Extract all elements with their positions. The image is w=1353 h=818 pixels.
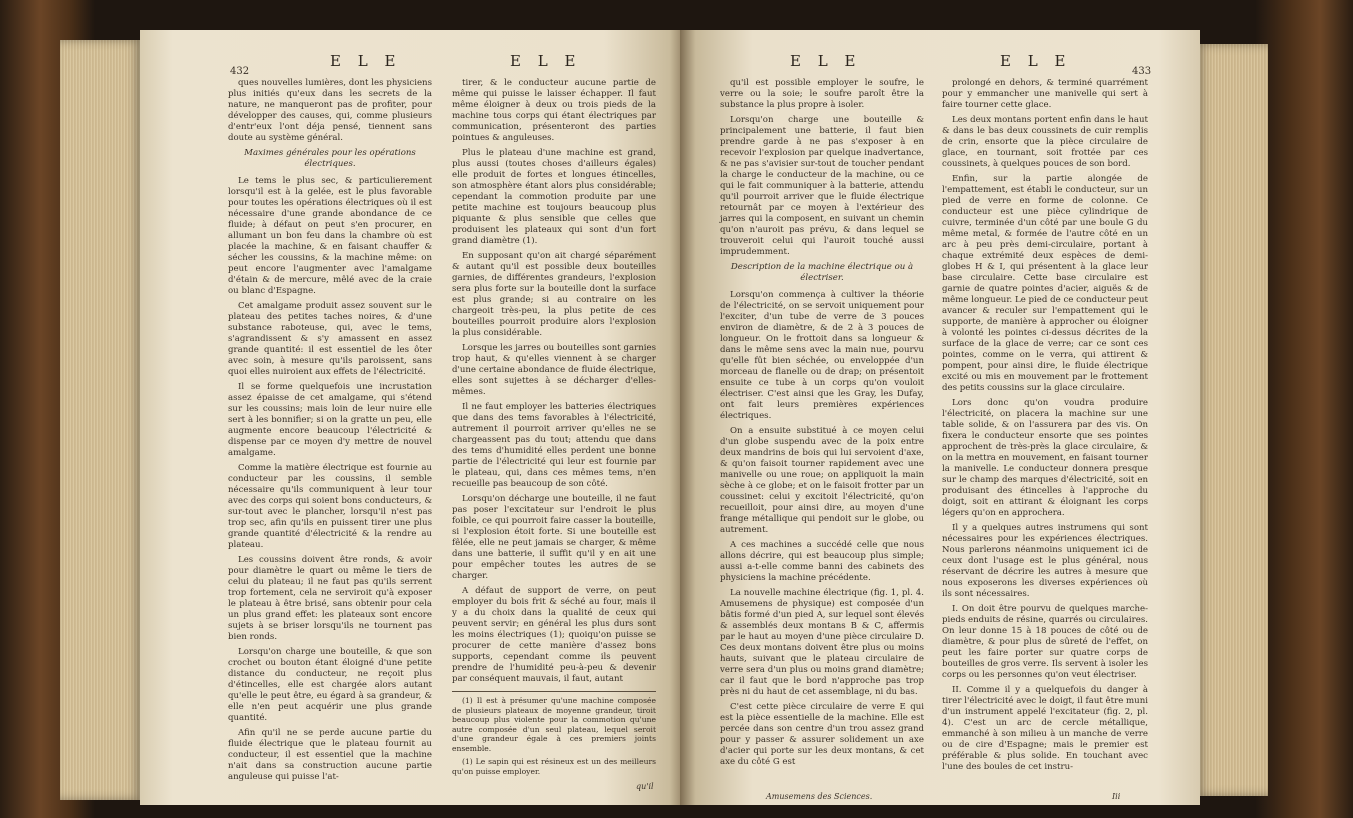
paragraph: Lors donc qu'on voudra produire l'électricité, on placera la machine sur une table solide, & on l'assurera par des vis. On fixera le conducteur ensorte que ses pointes approchent de très-près la glace circulaire, & on la mettra en mouvement, en faisant tourner la manivelle. Le conducteur donnera presque sur le champ des marques d'électricité, soit en produisant des étincelles à l'approche du doigt, soit en attirant & éloignant les corps légers qu'on en approchera. <box>942 398 1148 518</box>
left-page-column-2 <box>452 78 656 778</box>
left-page <box>140 30 686 805</box>
paragraph: I. On doit être pourvu de quelques marche-pieds enduits de résine, quarrés ou circulaires. On leur donne 15 à 18 pouces de côté ou de diamètre, & pour plus de sûreté de l'effet, on peut les faire porter sur quatre corps de bouteilles de gros verre. Ils servent à isoler les corps ou les personnes qu'on veut électriser. <box>942 604 1148 680</box>
paragraph: II. Comme il y a quelquefois du danger à tirer l'électricité avec le doigt, il faut être muni d'un instrument appelé l'excitateur (fig. 2, pl. 4). C'est un arc de cercle métallique, emmanché à son milieu à un manche de verre ou de cire d'Espagne; mais le premier est préférable & plus solide. En touchant avec l'une des boules de cet instru- <box>942 685 1148 772</box>
right-page-column-2 <box>942 78 1148 788</box>
catchword: qu'il <box>636 782 654 791</box>
paragraph: Il y a quelques autres instrumens qui sont nécessaires pour les expériences électriques. Nous parlerons néanmoins uniquement ici de ceux dont l'usage est le plus général, nous réservant de décrire les autres à mesure que nous exposerons les diverses expériences où ils sont nécessaires. <box>942 523 1148 599</box>
section-heading: Maximes générales pour les opérations électriques. <box>244 148 416 169</box>
paragraph: qu'il est possible employer le soufre, le verre ou la soie; le soufre paroît être la substance la plus propre à isoler. <box>720 78 924 110</box>
page-number: 433 <box>1132 66 1152 77</box>
paragraph: Enfin, sur la partie alongée de l'empattement, est établi le conducteur, sur un pied de verre en forme de colonne. Ce conducteur est une pièce cylindrique de cuivre, terminée d'un côté par une boule G du même metal, & formée de l'autre côté en un arc à peu près demi-circulaire, portant à chaque extrémité deux espèces de demi-globes H & I, qui présentent à la glace leur base circulaire. Cette base circulaire est garnie de quatre pointes d'acier, aiguës & de même longueur. Le pied de ce conducteur peut avancer & reculer sur l'empattement qui le supporte, de manière à approcher ou éloigner à volonté les pointes ci-dessus décrites de la surface de la glace de verre; car ce sont ces pointes, comme on le verra, qui attirent & pompent, pour ainsi dire, le fluide électrique excité ou mis en mouvement par le frottement des petits coussins sur la glace circulaire. <box>942 174 1148 393</box>
section-heading: Description de la machine électrique ou à électriser. <box>730 262 914 283</box>
paragraph: Afin qu'il ne se perde aucune partie du fluide électrique que le plateau fournit au conducteur, il est essentiel que la machine n'ait dans sa construction aucune partie anguleuse qui puisse l'at- <box>228 728 432 782</box>
paragraph: En supposant qu'on ait chargé séparément & autant qu'il est possible deux bouteilles garnies, de différentes grandeurs, l'explosion sera plus forte sur la bouteille dont la surface est plus grande; si au contraire on les chargeoit très-peu, la plus petite de ces bouteilles pourroit produire alors l'explosion la plus considérable. <box>452 251 656 338</box>
paragraph: Les coussins doivent être ronds, & avoir pour diamètre le quart ou même le tiers de celui du plateau; il ne faut pas qu'ils serrent trop fortement, cela ne serviroit qu'à exposer le plateau à être brisé, sans obtenir pour cela un plus grand effet: les plateaux sont encore sujets à se briser lorsqu'ils ne tournent pas bien ronds. <box>228 555 432 642</box>
paragraph: A défaut de support de verre, on peut employer du bois frit & séché au four, mais il y a du choix dans la qualité de ceux qui peuvent servir; en général les plus durs sont les moins électriques (1); quoiqu'on puisse se procurer de cette manière d'assez bons supports, cependant comme ils peuvent prendre de l'humidité peu-à-peu & devenir par conséquent mauvais, il faut, autant <box>452 586 656 684</box>
signature-mark: Iii <box>1112 792 1121 801</box>
running-head-right: E L E <box>1000 52 1072 70</box>
page-edges-right <box>1196 44 1268 796</box>
paragraph: A ces machines a succédé celle que nous allons décrire, qui est beaucoup plus simple; aussi a-t-elle comme banni des cabinets des physiciens la machine précédente. <box>720 540 924 583</box>
paragraph: Les deux montans portent enfin dans le haut & dans le bas deux coussinets de cuir remplis de crin, ensorte que la pièce circulaire de glace, en tournant, soit frottée par ces coussinets, à quelques pouces de son bord. <box>942 115 1148 169</box>
paragraph: C'est cette pièce circulaire de verre E qui est la pièce essentielle de la machine. Elle est percée dans son centre d'un trou assez grand pour y passer & assurer solidement un axe d'acier qui porte sur les deux montans, & cet axe du côté G est <box>720 702 924 767</box>
paragraph: Plus le plateau d'une machine est grand, plus aussi (toutes choses d'ailleurs égales) elle produit de fortes et longues étincelles, son atmosphère étant alors plus considérable; cependant la commotion produite par une petite machine est toujours beaucoup plus piquante & plus sensible que celles que produisent les plateaux qui sont d'un fort grand diamètre (1). <box>452 148 656 246</box>
left-page-column-1 <box>228 78 432 782</box>
page-edges-left <box>60 40 142 800</box>
paragraph: Il se forme quelquefois une incrustation assez épaisse de cet amalgame, qui s'étend sur les coussins; mais loin de leur nuire elle sert à les bonnifier; si on la gratte un peu, elle augmente encore beaucoup l'électricité & dispense par ce moyen d'y mettre de nouvel amalgame. <box>228 382 432 458</box>
footnote-rule <box>452 691 656 692</box>
paragraph: Cet amalgame produit assez souvent sur le plateau des petites taches noires, & d'une substance raboteuse, qui, avec le tems, s'agrandissent & s'y amassent en assez grande quantité: il est essentiel de les ôter avec soin, à mesure qu'ils paroissent, sans quoi elles nuiroient aux effets de l'électricité. <box>228 301 432 377</box>
paragraph: Lorsqu'on commença à cultiver la théorie de l'électricité, on se servoit uniquement pour l'exciter, d'un tube de verre de 3 pouces environ de diamètre, & de 2 à 3 pouces de longueur. On le frottoit dans sa longueur & dans le même sens avec la main nue, pourvu qu'elle fût bien séchée, ou enveloppée d'un morceau de flanelle ou de drap; on présentoit ensuite ce tube à un corps qu'on vouloit électriser. C'est ainsi que les Gray, les Dufay, ont fait leurs premières expériences électriques. <box>720 290 924 421</box>
paragraph: prolongé en dehors, & terminé quarrément pour y emmancher une manivelle qui sert à faire tourner cette glace. <box>942 78 1148 110</box>
paragraph: tirer, & le conducteur aucune partie de même qui puisse le laisser échapper. Il faut même éloigner à deux ou trois pieds de la machine tous corps qui étant électriques par communication, présenteront des parties pointues & anguleuses. <box>452 78 656 143</box>
footnote: (1) Le sapin qui est résineux est un des meilleurs qu'on puisse employer. <box>452 757 656 776</box>
page-number: 432 <box>230 66 250 77</box>
right-page-column-1 <box>720 78 924 788</box>
running-head-center: E L E <box>790 52 862 70</box>
paragraph: Le tems le plus sec, & particulierement lorsqu'il est à la gelée, est le plus favorable pour toutes les opérations électriques où il est nécessaire d'une grande abondance de ce fluide; à défaut on peut s'en procurer, en allumant un bon feu dans la chambre où est placée la machine, & en faisant chauffer & sécher les coussins, & la machine même: on peut encore l'augmenter avec l'amalgame d'étain & de mercure, mêlé avec de la craie ou blanc d'Espagne. <box>228 176 432 296</box>
footnote: (1) Il est à présumer qu'une machine composée de plusieurs plateaux de moyenne grandeur, tiroit beaucoup plus violente pour la commotion qu'une autre composée d'un seul plateau, lequel seroit d'une grandeur égale à ces premiers joints ensemble. <box>452 696 656 753</box>
paragraph: Lorsque les jarres ou bouteilles sont garnies trop haut, & qu'elles viennent à se charger d'une certaine abondance de fluide électrique, elles sont sujettes à se décharger d'elles-mêmes. <box>452 343 656 397</box>
catchword: Amusemens des Sciences. <box>766 792 873 801</box>
running-head-center: E L E <box>510 52 582 70</box>
paragraph: Comme la matière électrique est fournie au conducteur par les coussins, il semble nécessaire qu'ils communiquent à leur tour avec des corps qui soient bons conducteurs, & sur-tout avec le plancher, lorsqu'il n'est pas trop sec, afin qu'ils en puissent tirer une plus grande quantité d'électricité & la rendre au plateau. <box>228 463 432 550</box>
paragraph: Lorsqu'on décharge une bouteille, il ne faut pas poser l'excitateur sur l'endroit le plus foible, ce qui pourroit faire casser la bouteille, si l'explosion étoit forte. Si une bouteille est fêlée, elle ne peut jamais se charger, & même dans une batterie, il suffit qu'il y en ait une pour empêcher toutes les autres de se charger. <box>452 494 656 581</box>
paragraph: Lorsqu'on charge une bouteille & principalement une batterie, il faut bien prendre garde à ne pas s'exposer à en recevoir l'explosion par quelque inadvertance, & ne pas s'avisier sur-tout de toucher pendant la charge le conducteur de la machine, ou ce qui le fait communiquer à la batterie, attendu qu'il pourroit arriver que le fluide électrique retournât par ce moyen à l'extérieur des jarres qui la composent, en suivant un chemin qu'on n'auroit pas prévu, & dans lequel se trouveroit celui qui l'auroit touché aussi imprudemment. <box>720 115 924 257</box>
paragraph: La nouvelle machine électrique (fig. 1, pl. 4. Amusemens de physique) est composée d'un bâtis formé d'un pied A, sur lequel sont élevés & assemblés deux montans B & C, affermis par le haut au moyen d'une pièce circulaire D. Ces deux montans doivent être plus ou moins hauts, suivant que le plateau circulaire de verre sera d'un plus ou moins grand diamètre; car il faut que le bord n'approche pas trop près ni du haut de cet assemblage, ni du bas. <box>720 588 924 697</box>
right-page <box>680 30 1200 805</box>
paragraph: Lorsqu'on charge une bouteille, & que son crochet ou bouton étant éloigné d'une petite distance du conducteur, ne reçoit plus d'étincelles, elle est chargée alors autant qu'elle le peut être, eu égard à sa grandeur, & elle n'en peut acquérir une plus grande quantité. <box>228 647 432 723</box>
paragraph: Il ne faut employer les batteries électriques que dans des tems favorables à l'électricité, autrement il pourroit arriver qu'elles ne se chargeassent pas du tout; attendu que dans des tems d'humidité elles perdent une bonne partie de l'électricité qui leur est fournie par le plateau, qui, dans ces mêmes tems, n'en recueille pas beaucoup de son côté. <box>452 402 656 489</box>
paragraph: On a ensuite substitué à ce moyen celui d'un globe suspendu avec de la poix entre deux mandrins de bois qui lui servoient d'axe, & qu'on faisoit tourner rapidement avec une manivelle ou une roue; on appliquoit la main sèche à ce globe; et on le faisoit frotter par un coussinet: celui y excitoit l'électricité, qu'on recueilloit, pour ainsi dire, au moyen d'une frange métallique qui pendoit sur le globe, ou autrement. <box>720 426 924 535</box>
paragraph: ques nouvelles lumières, dont les physiciens plus initiés qu'eux dans les secrets de la nature, ne manqueront pas de profiter, pour développer des causes, qui, comme plusieurs d'entr'eux l'ont déja pensé, tiennent sans doute au système général. <box>228 78 432 143</box>
running-head-left: E L E <box>330 52 402 70</box>
